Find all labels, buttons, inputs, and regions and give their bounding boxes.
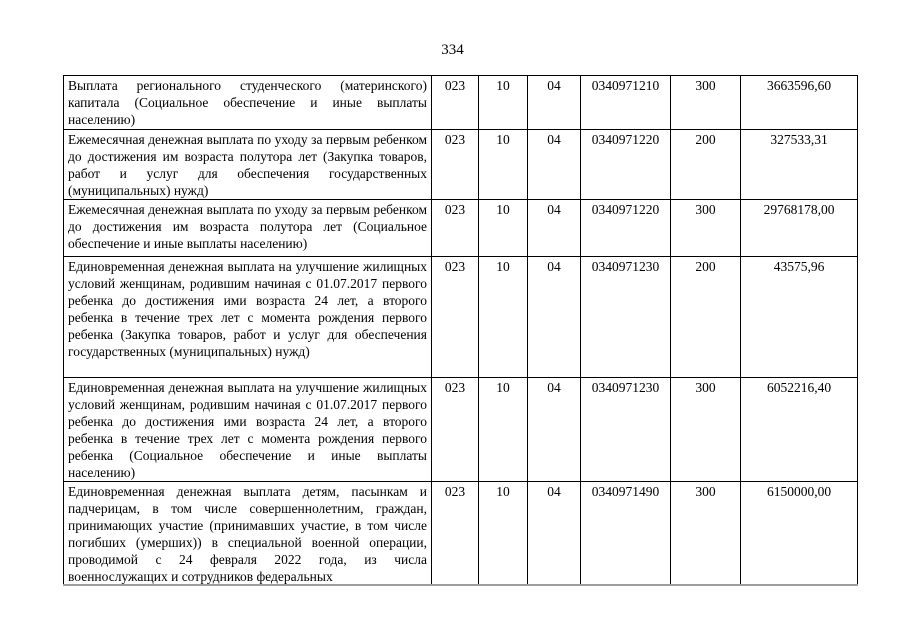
amount-cell: 327533,31: [741, 130, 858, 200]
target-article-cell: 0340971210: [581, 76, 671, 130]
section-code-cell: 10: [479, 200, 528, 257]
description-cell: Единовременная денежная выплата детям, пасынкам и падчерицам, в том числе совершеннолетним, граждан, принимающих участие (принимавших участие, в том числе погибших (умерших)) в специальной военной операции, проводимой с 24 февраля 2022 года, из числа военнослужащих и сотрудников федеральных: [64, 482, 432, 586]
amount-cell: 6052216,40: [741, 378, 858, 482]
expense-type-cell: 200: [671, 257, 741, 378]
table-row: [64, 482, 858, 586]
description-cell: Единовременная денежная выплата на улучшение жилищных условий женщинам, родившим начиная с 01.07.2017 первого ребенка до достижения ими возраста 24 лет, а второго ребенка в течение трех лет с момента рождения первого ребенка (Социальное обеспечение и иные выплаты населению): [64, 378, 432, 482]
subsection-code-cell: 04: [528, 200, 581, 257]
section-code-cell: 10: [479, 257, 528, 378]
description-cell: Ежемесячная денежная выплата по уходу за первым ребенком до достижения им возраста полутора лет (Социальное обеспечение и иные выплаты населению): [64, 200, 432, 257]
section-code-cell: 10: [479, 76, 528, 130]
target-article-cell: 0340971220: [581, 130, 671, 200]
expense-type-cell: 300: [671, 482, 741, 586]
target-article-cell: 0340971230: [581, 257, 671, 378]
expense-type-cell: 200: [671, 130, 741, 200]
table-row: [64, 130, 858, 200]
target-article-cell: 0340971490: [581, 482, 671, 586]
target-article-cell: 0340971230: [581, 378, 671, 482]
grbs-code-cell: 023: [432, 200, 479, 257]
amount-cell: 29768178,00: [741, 200, 858, 257]
subsection-code-cell: 04: [528, 482, 581, 586]
section-code-cell: 10: [479, 130, 528, 200]
grbs-code-cell: 023: [432, 130, 479, 200]
target-article-cell: 0340971220: [581, 200, 671, 257]
page-number: 334: [441, 42, 464, 58]
grbs-code-cell: 023: [432, 257, 479, 378]
amount-cell: 6150000,00: [741, 482, 858, 586]
expense-type-cell: 300: [671, 200, 741, 257]
subsection-code-cell: 04: [528, 130, 581, 200]
table-row: [64, 257, 858, 378]
amount-cell: 3663596,60: [741, 76, 858, 130]
description-cell: Выплата регионального студенческого (материнского) капитала (Социальное обеспечение и иные выплаты населению): [64, 76, 432, 130]
subsection-code-cell: 04: [528, 257, 581, 378]
section-code-cell: 10: [479, 378, 528, 482]
subsection-code-cell: 04: [528, 378, 581, 482]
expense-type-cell: 300: [671, 76, 741, 130]
amount-cell: 43575,96: [741, 257, 858, 378]
grbs-code-cell: 023: [432, 76, 479, 130]
budget-table: [63, 75, 858, 586]
grbs-code-cell: 023: [432, 378, 479, 482]
budget-table-region: [63, 75, 858, 586]
grbs-code-cell: 023: [432, 482, 479, 586]
subsection-code-cell: 04: [528, 76, 581, 130]
table-row: [64, 76, 858, 130]
description-cell: Ежемесячная денежная выплата по уходу за первым ребенком до достижения им возраста полутора лет (Закупка товаров, работ и услуг для обеспечения государственных (муниципальных) нужд): [64, 130, 432, 200]
table-row: [64, 200, 858, 257]
section-code-cell: 10: [479, 482, 528, 586]
description-cell: Единовременная денежная выплата на улучшение жилищных условий женщинам, родившим начиная с 01.07.2017 первого ребенка до достижения ими возраста 24 лет, а второго ребенка в течение трех лет с момента рождения первого ребенка (Закупка товаров, работ и услуг для обеспечения государственных (муниципальных) нужд): [64, 257, 432, 378]
expense-type-cell: 300: [671, 378, 741, 482]
table-row: [64, 378, 858, 482]
